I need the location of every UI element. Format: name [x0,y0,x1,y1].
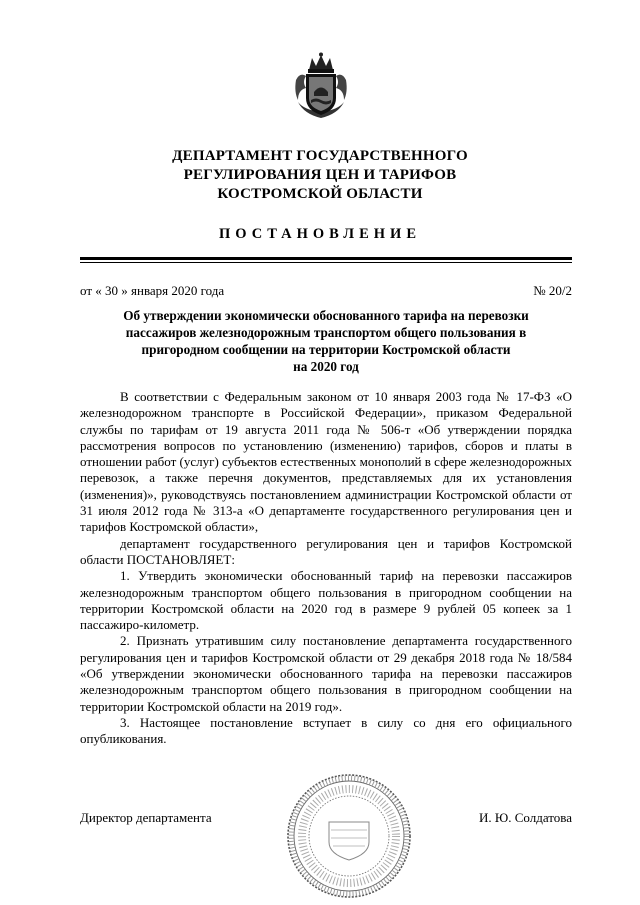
body-paragraph: 1. Утвердить экономически обоснованный тариф на перевозки пассажиров железнодорожным транспортом общего пользования в пригородном сообщении на территории Костромской области на 2020 год в размере 9 рублей 05 копеек за 1 пассажиро-километр. [80,568,572,633]
official-seal-icon [285,772,413,900]
body-paragraph: 2. Признать утратившим силу постановление департамента государственного регулирования цен и тарифов Костромской области от 29 декабря 2018 года № 18/584 «Об утверждении экономически обоснованного тарифа на перевозки пассажиров железнодорожным транспортом общего пользования в пригородном сообщении на территории Костромской области на 2019 год». [80,633,572,714]
department-line: КОСТРОМСКОЙ ОБЛАСТИ [217,186,423,202]
header-divider-thick [80,257,572,260]
body-paragraph: В соответствии с Федеральным законом от 10 января 2003 года № 17-ФЗ «О железнодорожном транспорте в Российской Федерации», приказом Федеральной службы по тарифам от 19 августа 2011 года № 506-т «Об утверждении порядка рассмотрения вопросов по установлению (изменению) тарифов, сборов и платы в отношении работ (услуг) субъектов естественных монополий в сфере железнодорожных перевозок, а также перечня документов, представляемых для их установления (изменения)», руководствуясь постановлением администрации Костромской области от 31 июля 2012 года № 313-а «О департаменте государственного регулирования цен и тарифов Костромской области», [80,389,572,535]
signatory-name: И. Ю. Солдатова [478,810,572,825]
body-paragraph: департамент государственного регулирования цен и тарифов Костромской области ПОСТАНОВЛЯЕТ: [80,535,572,567]
coat-of-arms-icon [294,52,348,122]
department-line: ДЕПАРТАМЕНТ ГОСУДАРСТВЕННОГО [172,148,468,164]
subject-line: пригородном сообщении на территории Костромской области [141,342,511,357]
subject-line: пассажиров железнодорожным транспортом общего пользования в [125,325,527,340]
document-number: № 20/2 [533,283,572,298]
document-body [80,389,572,748]
department-line: РЕГУЛИРОВАНИЯ ЦЕН И ТАРИФОВ [183,167,457,183]
signatory-position: Директор департамента [80,810,212,825]
department-name [0,147,640,204]
signature-block [80,810,572,826]
document-date: от « 30 » января 2020 года [80,283,225,298]
header-divider-thin [80,262,572,263]
subject-line: Об утверждении экономически обоснованного тарифа на перевозки [123,308,529,323]
document-subject [96,307,556,375]
body-paragraph: 3. Настоящее постановление вступает в силу со дня его официального опубликования. [80,714,572,747]
subject-line: на 2020 год [293,359,359,374]
date-number-line [80,283,572,299]
document-type: ПОСТАНОВЛЕНИЕ [218,226,421,242]
